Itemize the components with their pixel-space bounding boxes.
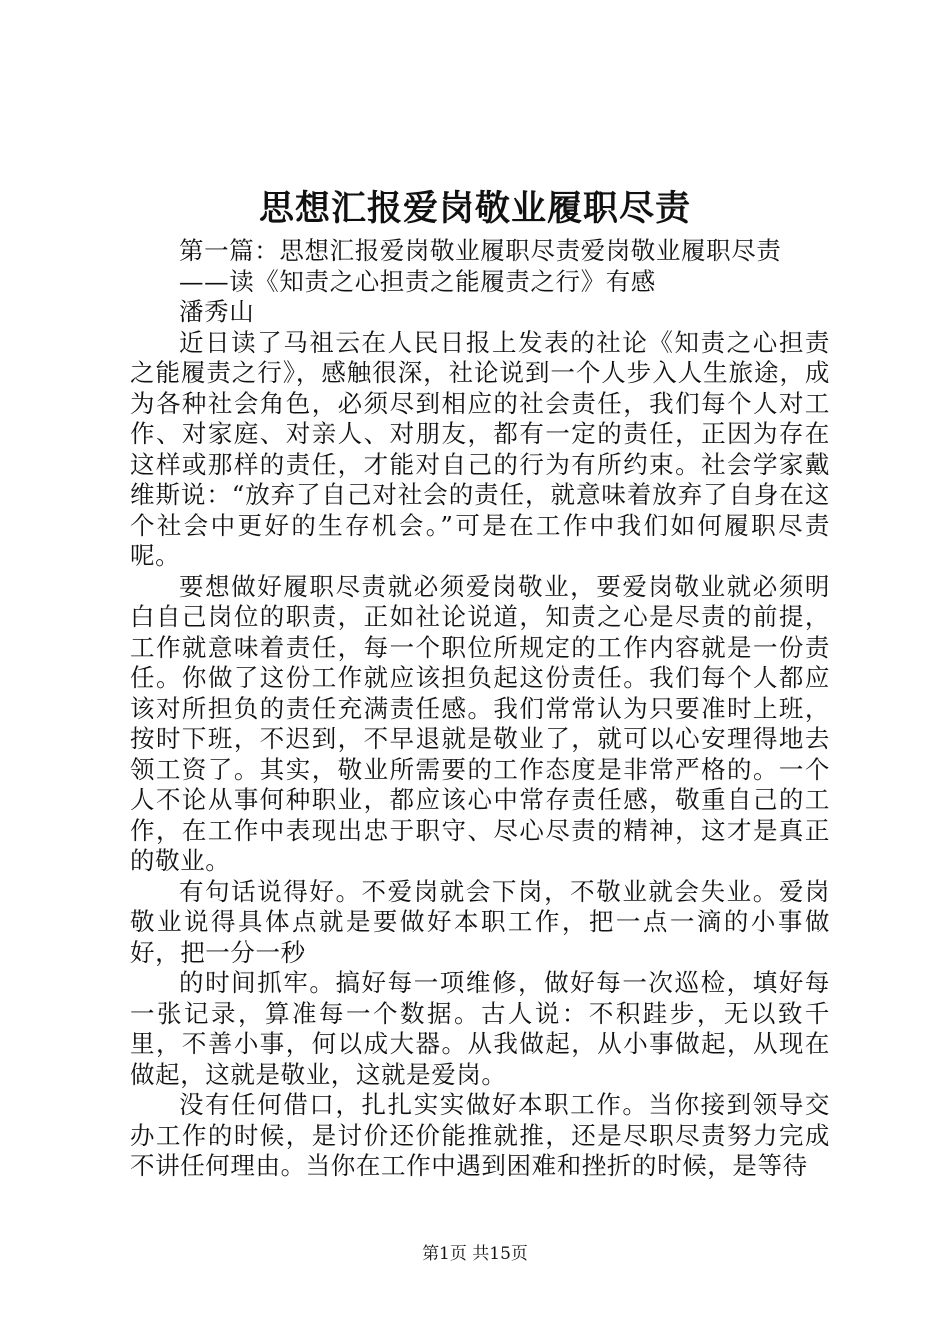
chapter-heading: 第一篇：思想汇报爱岗敬业履职尽责爱岗敬业履职尽责 [179, 236, 782, 265]
paragraph: 有句话说得好。不爱岗就会下岗，不敬业就会失业。爱岗敬业说得具体点就是要做好本职工作，把一点一滴的小事做好，把一分一秒 [130, 876, 830, 967]
document-title: 思想汇报爱岗敬业履职尽责 [258, 188, 691, 229]
document-subtitle: ——读《知责之心担责之能履责之行》有感 [179, 266, 656, 296]
paragraph: 没有任何借口，扎扎实实做好本职工作。当你接到领导交办工作的时候，是讨价还价能推就推，还是尽职尽责努力完成不讲任何理由。当你在工作中遇到困难和挫折的时候，是等待 [130, 1090, 830, 1180]
document-body [130, 236, 830, 1182]
paragraph: 要想做好履职尽责就必须爱岗敬业，要爱岗敬业就必须明白自己岗位的职责，正如社论说道，知责之心是尽责的前提，工作就意味着责任，每一个职位所规定的工作内容就是一份责任。你做了这份工作就应该担负起这份责任。我们每个人都应该对所担负的责任充满责任感。我们常常认为只要准时上班，按时下班，不迟到，不早退就是敬业了，就可以心安理得地去领工资了。其实，敬业所需要的工作态度是非常严格的。一个人不论从事何种职业，都应该心中常存责任感，敬重自己的工作，在工作中表现出忠于职守、尽心尽责的精神，这才是真正的敬业。 [130, 571, 830, 875]
page-number-footer: 第1页 共15页 [422, 1244, 528, 1264]
document-author: 潘秀山 [179, 297, 255, 326]
paragraph: 近日读了马祖云在人民日报上发表的社论《知责之心担责之能履责之行》，感触很深，社论说到一个人步入人生旅途，成为各种社会角色，必须尽到相应的社会责任，我们每个人对工作、对家庭、对亲人、对朋友，都有一定的责任，正因为存在这样或那样的责任，才能对自己的行为有所约束。社会学家戴维斯说：“放弃了自己对社会的责任，就意味着放弃了自身在这个社会中更好的生存机会。”可是在工作中我们如何履职尽责呢。 [130, 327, 830, 570]
paragraph: 的时间抓牢。搞好每一项维修，做好每一次巡检，填好每一张记录，算准每一个数据。古人说：不积跬步，无以致千里，不善小事，何以成大器。从我做起，从小事做起，从现在做起，这就是敬业，这就是爱岗。 [130, 968, 830, 1089]
